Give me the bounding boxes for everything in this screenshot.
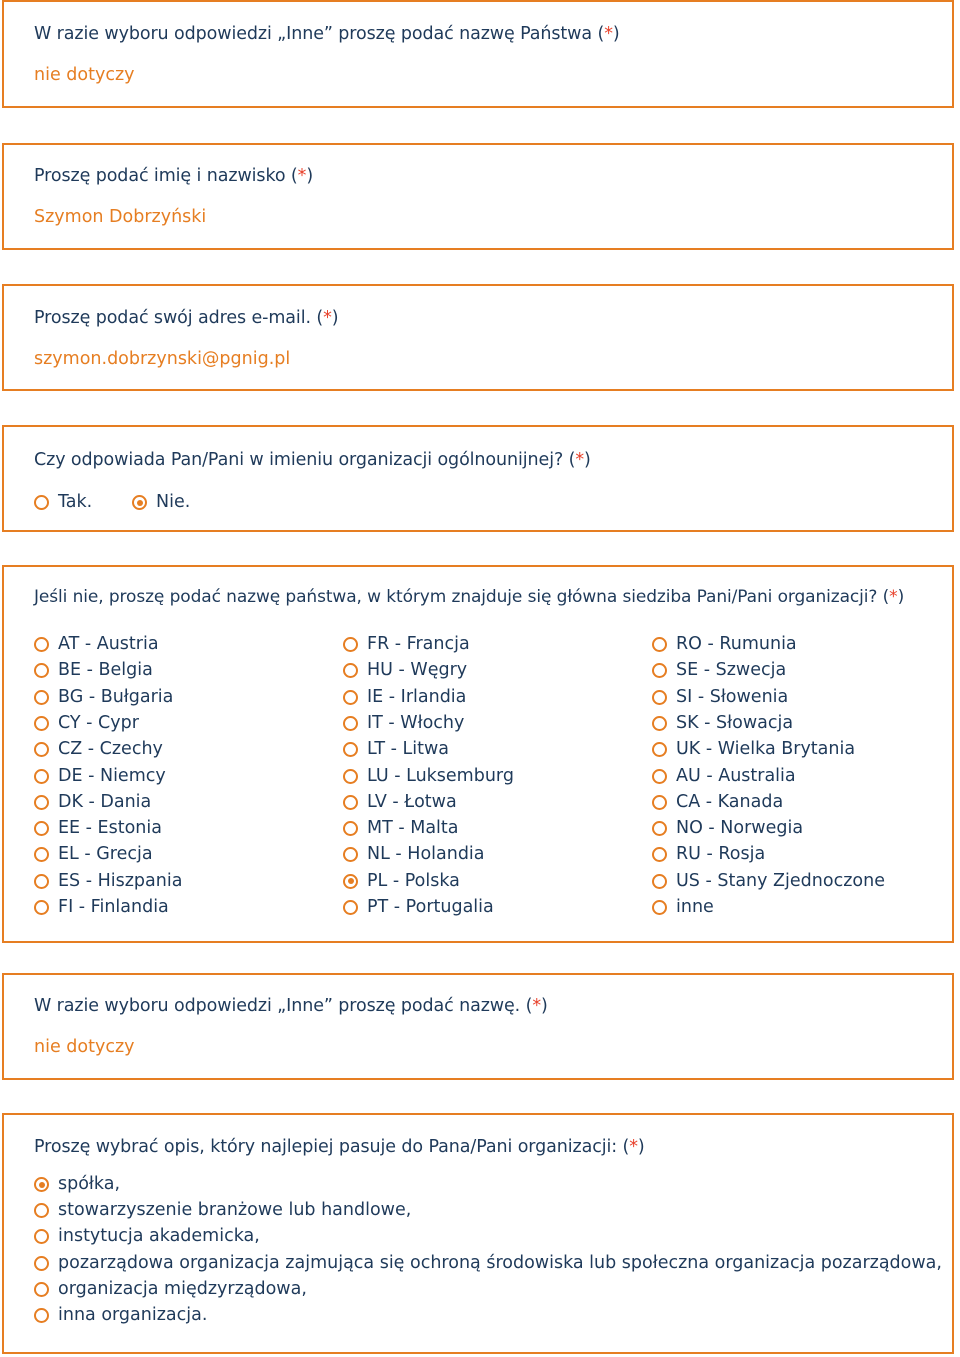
question-box-other-name — [2, 973, 954, 1080]
question-label: W razie wyboru odpowiedzi „Inne” proszę podać nazwę. (*) — [34, 996, 548, 1016]
radio-empty-icon[interactable] — [652, 769, 667, 784]
radio-selected-icon[interactable] — [132, 495, 147, 510]
required-marker: * — [629, 1137, 638, 1157]
required-marker: * — [604, 24, 613, 44]
required-marker: * — [532, 996, 541, 1016]
question-label: Proszę podać swój adres e-mail. (*) — [34, 308, 339, 328]
question-box-org-type: Proszę wybrać opis, który najlepiej pasuje do Pana/Pani organizacji: (*) spółka, stowarzyszenie branżowe lub handlowe, instytucja akademicka, pozarządowa organizacja zajmująca się ochroną środowiska lub społeczna organizacja pozarządowa, organizacja międzyrządowa, inna organizacja. — [2, 1113, 954, 1354]
radio-empty-icon[interactable] — [343, 821, 358, 836]
required-marker: * — [297, 166, 307, 186]
required-marker: * — [575, 450, 584, 470]
question-label: Proszę podać imię i nazwisko (*) — [34, 166, 314, 186]
radio-empty-icon[interactable] — [343, 900, 358, 915]
radio-empty-icon[interactable] — [34, 716, 49, 731]
radio-empty-icon[interactable] — [343, 795, 358, 810]
radio-empty-icon[interactable] — [34, 795, 49, 810]
radio-selected-icon[interactable] — [34, 1177, 49, 1192]
radio-empty-icon[interactable] — [652, 795, 667, 810]
question-box-name — [2, 143, 954, 250]
radio-empty-icon[interactable] — [34, 495, 49, 510]
radio-empty-icon[interactable] — [34, 900, 49, 915]
radio-empty-icon[interactable] — [652, 821, 667, 836]
answer-name: Szymon Dobrzyński — [34, 207, 207, 227]
radio-empty-icon[interactable] — [652, 690, 667, 705]
radio-empty-icon[interactable] — [34, 874, 49, 889]
radio-selected-icon[interactable] — [343, 874, 358, 889]
question-box-email — [2, 284, 954, 391]
radio-empty-icon[interactable] — [34, 690, 49, 705]
radio-empty-icon[interactable] — [34, 1229, 49, 1244]
answer-country-other: nie dotyczy — [34, 65, 135, 85]
radio-empty-icon[interactable] — [652, 900, 667, 915]
radio-empty-icon[interactable] — [343, 637, 358, 652]
radio-empty-icon[interactable] — [34, 769, 49, 784]
required-marker: * — [323, 308, 332, 328]
radio-empty-icon[interactable] — [652, 637, 667, 652]
question-box-eu-org: Czy odpowiada Pan/Pani w imieniu organizacji ogólnounijnej? (*) Tak. Nie. — [2, 425, 954, 532]
question-box-country-other — [2, 0, 954, 108]
radio-empty-icon[interactable] — [343, 769, 358, 784]
radio-empty-icon[interactable] — [652, 874, 667, 889]
question-label: Czy odpowiada Pan/Pani w imieniu organizacji ogólnounijnej? (*) — [34, 450, 591, 470]
radio-empty-icon[interactable] — [34, 821, 49, 836]
question-label: W razie wyboru odpowiedzi „Inne” proszę podać nazwę Państwa (*) — [34, 24, 620, 44]
required-marker: * — [889, 587, 898, 607]
radio-empty-icon[interactable] — [34, 1282, 49, 1297]
question-label: Jeśli nie, proszę podać nazwę państwa, w którym znajduje się główna siedziba Pani/Pani organizacji? (*) — [34, 587, 905, 607]
answer-other-name: nie dotyczy — [34, 1037, 135, 1057]
radio-empty-icon[interactable] — [34, 637, 49, 652]
radio-empty-icon[interactable] — [34, 1203, 49, 1218]
answer-email: szymon.dobrzynski@pgnig.pl — [34, 349, 291, 369]
radio-empty-icon[interactable] — [34, 1308, 49, 1323]
question-label: Proszę wybrać opis, który najlepiej pasuje do Pana/Pani organizacji: (*) — [34, 1137, 645, 1157]
radio-empty-icon[interactable] — [343, 690, 358, 705]
radio-empty-icon[interactable] — [34, 1256, 49, 1271]
radio-empty-icon[interactable] — [343, 716, 358, 731]
radio-empty-icon[interactable] — [652, 716, 667, 731]
